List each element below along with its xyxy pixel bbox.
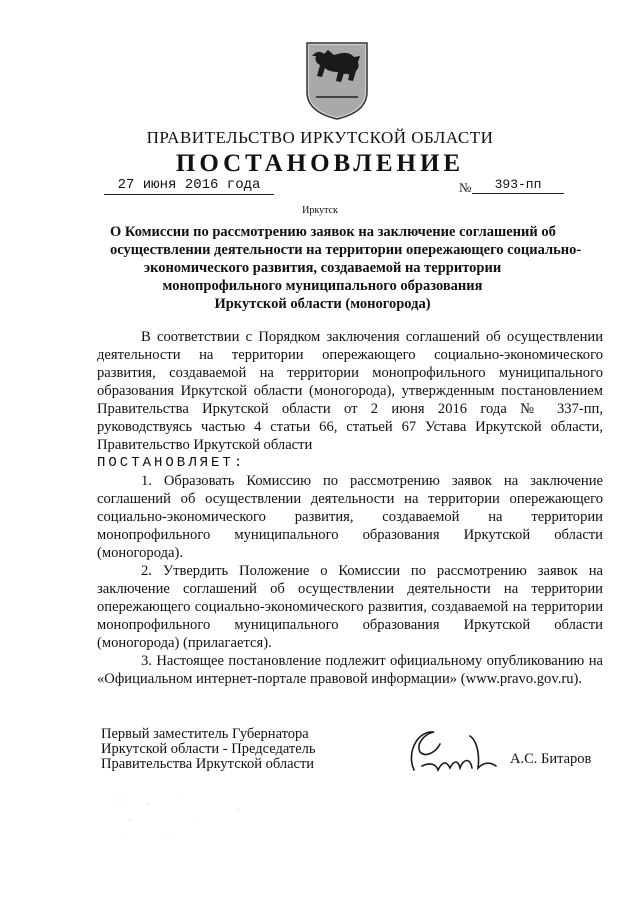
document-date: 27 июня 2016 года — [104, 177, 274, 195]
signer-position — [101, 727, 361, 772]
scan-noise — [108, 790, 308, 850]
item-3-paragraph: 3. Настоящее постановление подлежит официальному опубликованию на «Официальном интернет-портале правовой информации» (www.pravo.gov.ru). — [97, 653, 603, 687]
title-line: О Комиссии по рассмотрению заявок на заключение соглашений об — [110, 224, 556, 240]
document-title — [110, 223, 582, 313]
item-2-paragraph: 2. Утвердить Положение о Комиссии по рассмотрению заявок на заключение соглашений об осуществлении деятельности на территории опережающего социально-экономического развития, создаваемой на территории монопрофильного муниципального образования Иркутской области (моногорода) (прилагается). — [97, 563, 603, 651]
signer-position-line: Правительства Иркутской области — [101, 756, 315, 772]
signer-position-line: Первый заместитель Губернатора — [101, 726, 309, 742]
irkutsk-coat-of-arms-icon — [304, 40, 370, 122]
handwritten-signature-icon — [400, 722, 500, 782]
item-1-paragraph: 1. Образовать Комиссию по рассмотрению заявок на заключение соглашений об осуществлении деятельности на территории опережающего социально-экономического развития, создаваемой на территории монопрофильного муниципального образования Иркутской области (моногорода). — [97, 473, 603, 561]
title-line: монопрофильного муниципального образования — [162, 278, 483, 294]
title-line: экономического развития, создаваемой на территории — [143, 260, 502, 276]
document-number: 393-пп — [472, 177, 564, 194]
document-type: ПОСТАНОВЛЕНИЕ — [175, 150, 465, 177]
preamble-paragraph: В соответствии с Порядком заключения соглашений об осуществлении деятельности на территории опережающего социально-экономического развития, создаваемой на территории монопрофильного муниципального образования Иркутской области (моногорода), утвержденным постановлением Правительства Иркутской области от 2 июня 2016 года № 337-пп, руководствуясь частью 4 статьи 66, статьей 67 Устава Иркутской области, Правительство Иркутской области — [97, 329, 603, 453]
signer-name: А.С. Битаров — [510, 751, 592, 767]
document-body — [97, 328, 603, 688]
document-city: Иркутск — [302, 205, 338, 216]
organization-name: ПРАВИТЕЛЬСТВО ИРКУТСКОЙ ОБЛАСТИ — [146, 128, 494, 147]
signer-position-line: Иркутской области - Председатель — [101, 741, 316, 757]
title-line: Иркутской области (моногорода) — [214, 296, 431, 312]
decree-word: ПОСТАНОВЛЯЕТ: — [97, 455, 246, 471]
title-line: осуществлении деятельности на территории опережающего социально- — [110, 242, 582, 258]
number-label: № — [459, 180, 472, 195]
